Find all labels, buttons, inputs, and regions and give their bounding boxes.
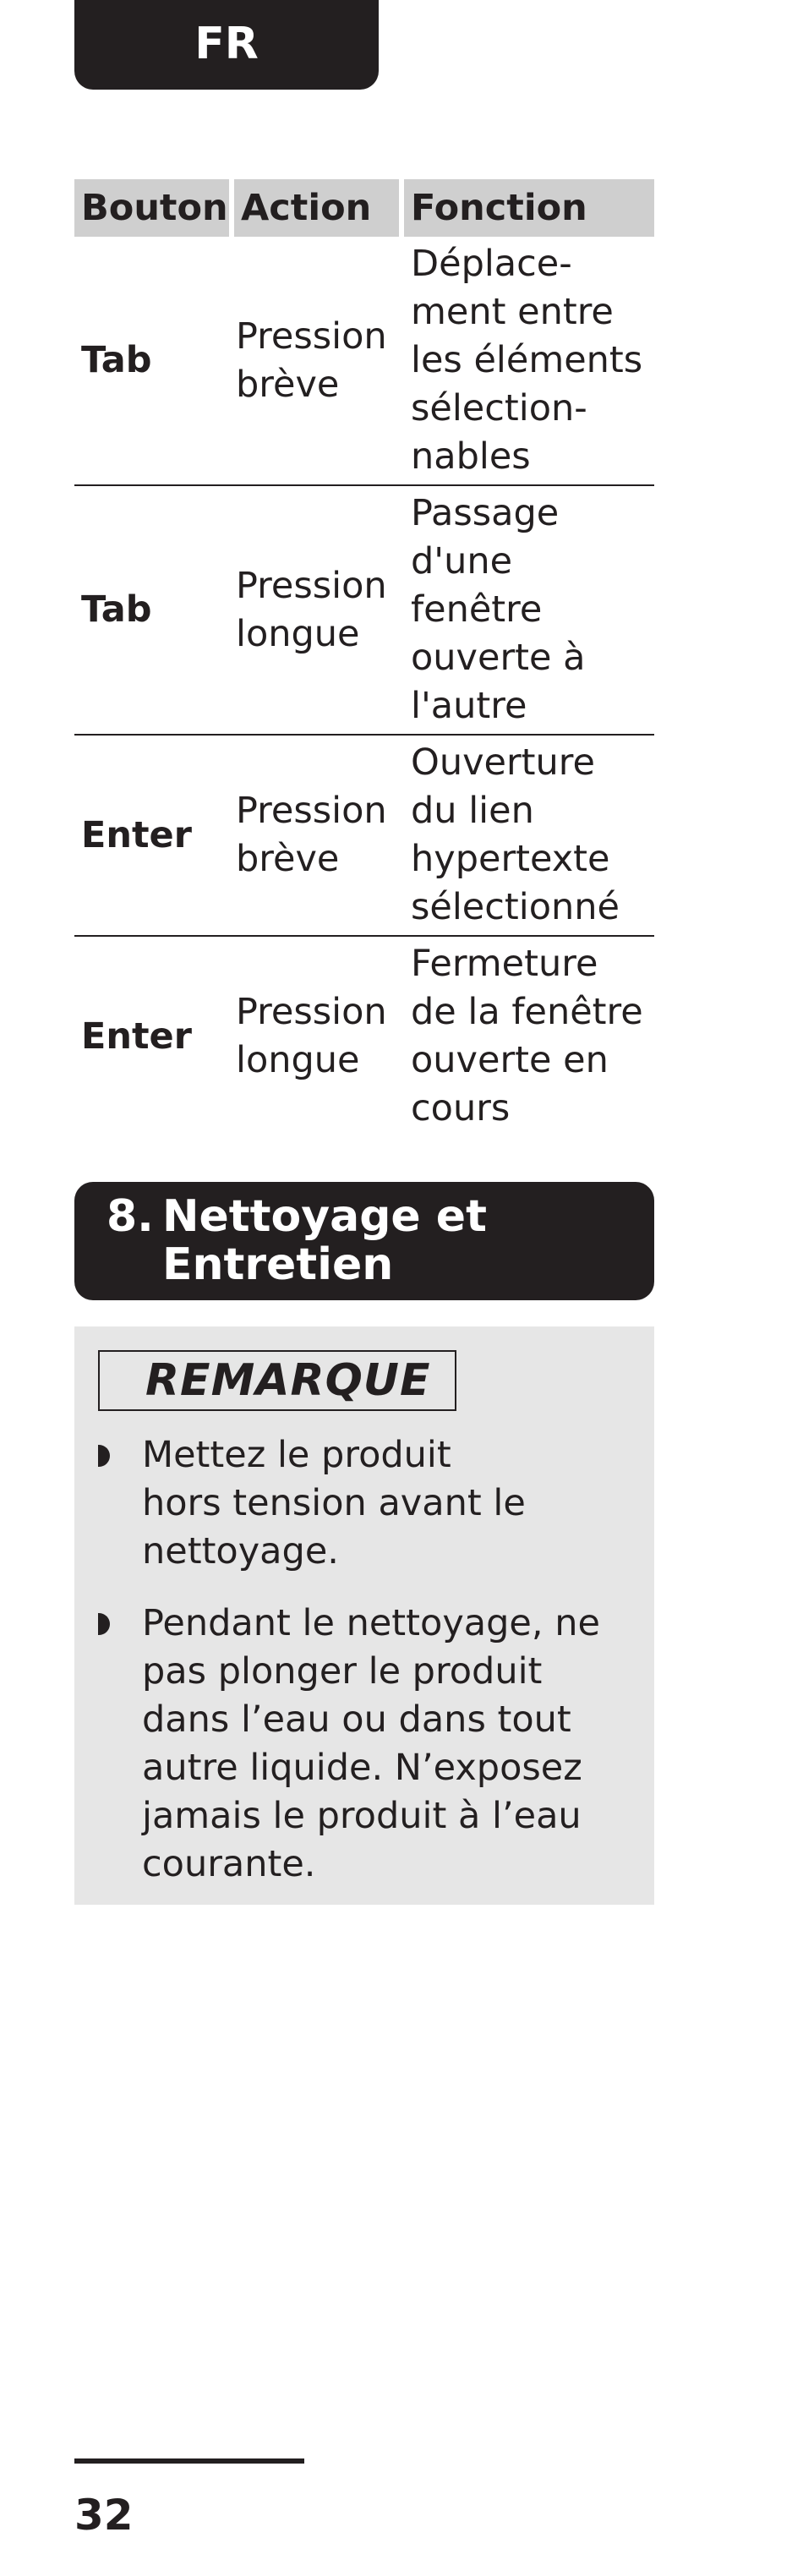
cell-action: Pression brève (229, 237, 399, 486)
section-heading (74, 1182, 654, 1300)
cell-action: Pression longue (229, 486, 399, 736)
cell-function: Ouverture du lien hypertexte sélectionné (399, 736, 654, 937)
bullet-icon (98, 1613, 110, 1635)
list-item (98, 1431, 639, 1576)
controls-table (74, 179, 654, 1136)
cell-function: Déplace- ment entre les éléments sélection- nables (399, 237, 654, 486)
table-row (74, 937, 654, 1136)
cell-button: Tab (74, 237, 229, 486)
table-row (74, 237, 654, 486)
language-tab: FR (74, 0, 379, 90)
note-label: REMARQUE (98, 1350, 456, 1411)
table-header-row (74, 179, 654, 237)
table-row (74, 486, 654, 736)
cell-function: Fermeture de la fenêtre ouverte en cours (411, 943, 643, 1129)
column-header-action: Action (229, 179, 399, 237)
cell-action: Pression brève (229, 736, 399, 937)
bullet-icon (98, 1445, 110, 1467)
note-text: Mettez le produit hors tension avant le nettoyage. (142, 1434, 526, 1572)
cell-button: Tab (74, 486, 229, 736)
section-title: Nettoyage et (162, 1191, 487, 1242)
column-header-fonction: Fonction (399, 179, 654, 237)
note-box (74, 1326, 654, 1905)
list-item (98, 1600, 639, 1889)
note-list (98, 1431, 639, 1912)
cell-function: Passage d'une fenêtre ouverte à l'autre (399, 486, 654, 736)
cell-button: Enter (74, 736, 229, 937)
cell-button: Enter (81, 1015, 192, 1058)
page-number: 32 (74, 2491, 134, 2540)
cell-action: Pression longue (236, 991, 387, 1081)
section-title-line2: Entretien (162, 1239, 394, 1290)
table-row (74, 736, 654, 937)
note-text: Pendant le nettoyage, ne pas plonger le produit dans l’eau ou dans tout autre liquide. N’exposez jamais le produit à l’eau courante. (142, 1602, 600, 1885)
footer-rule (74, 2458, 304, 2464)
section-number: 8. (107, 1191, 154, 1242)
section-title-line1 (107, 1193, 654, 1241)
column-header-bouton: Bouton (74, 179, 229, 237)
